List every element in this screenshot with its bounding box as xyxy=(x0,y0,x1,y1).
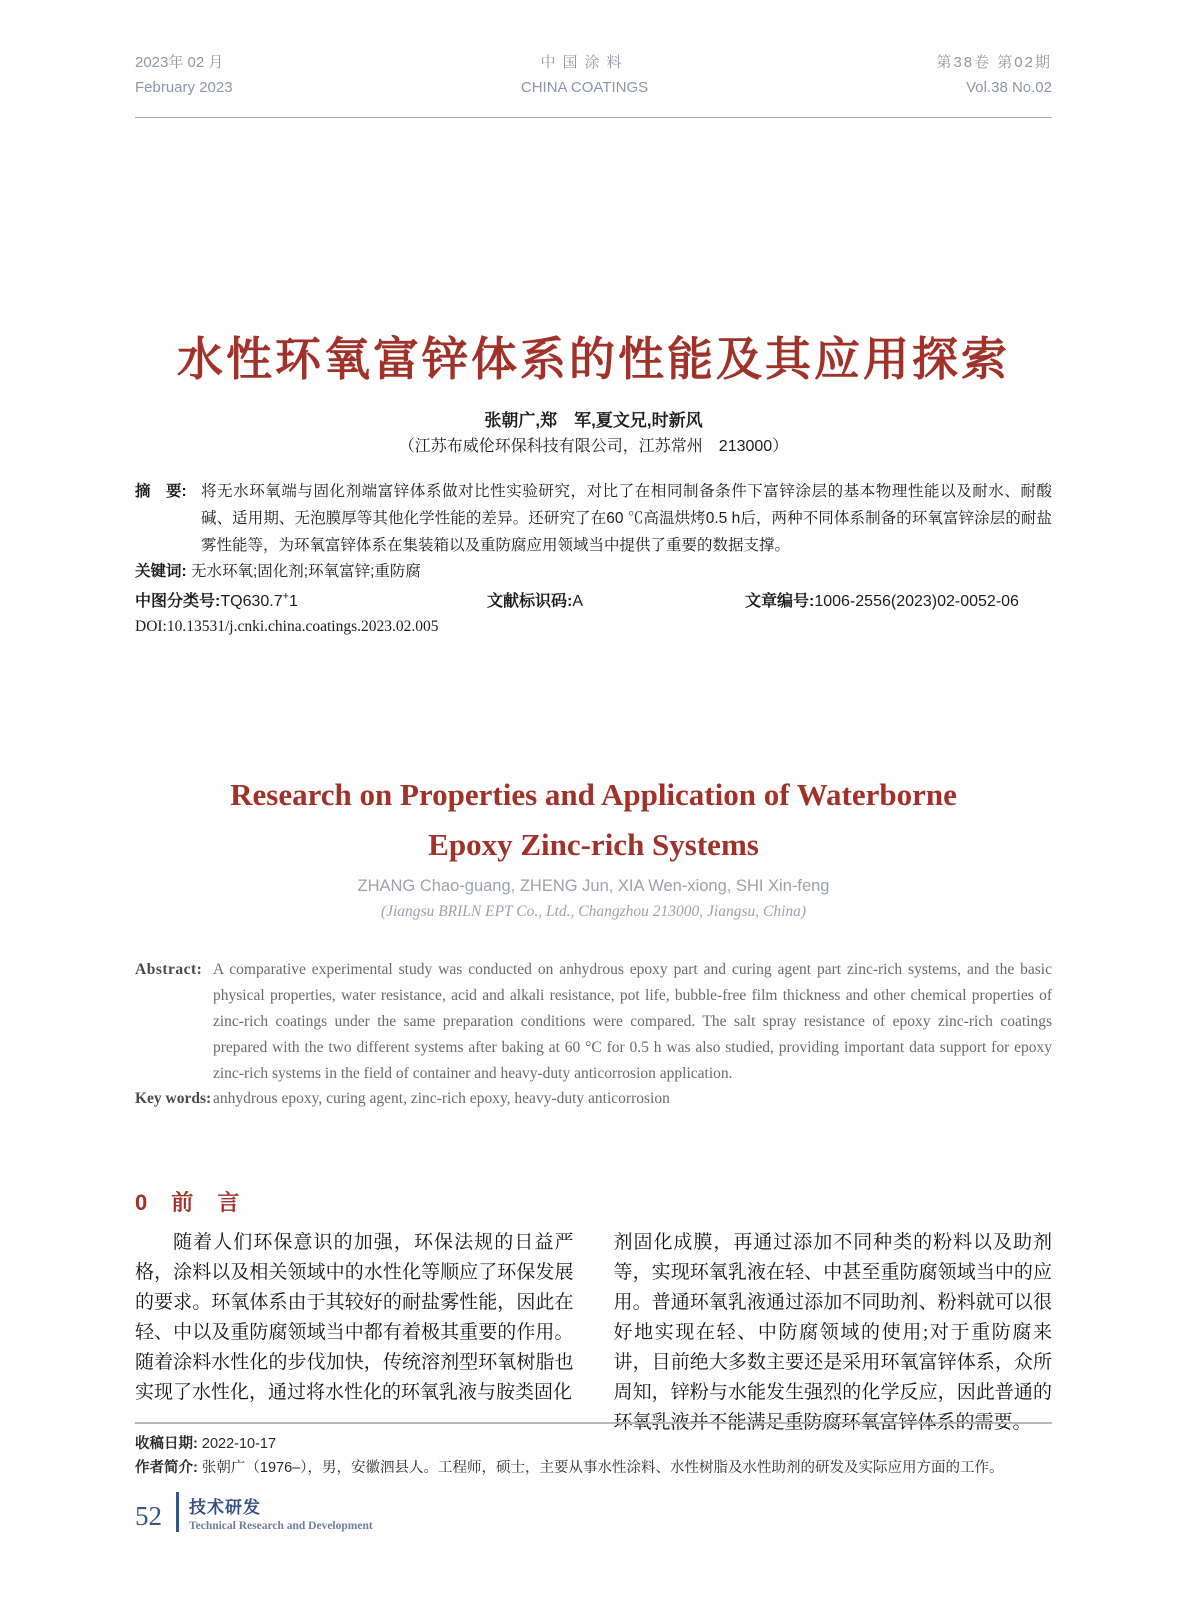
authors-cn: 张朝广,郑 军,夏文兄,时新风 xyxy=(484,411,703,430)
header-issue xyxy=(936,50,1052,100)
footer-section-en: Technical Research and Development xyxy=(189,1519,373,1532)
journal-header xyxy=(135,50,1052,100)
keywords-en-label: Key words: xyxy=(135,1090,212,1107)
title-en-line2: Epoxy Zinc-rich Systems xyxy=(428,827,759,862)
document-code-label: 文献标识码: xyxy=(487,593,573,610)
abstract-en-text: A comparative experimental study was conducted on anhydrous epoxy part and curing agent part zinc-rich systems, and the basic physical properties, water resistance, acid and alkali resistance, pot life, bubble-free film thickness and other chemical properties of zinc-rich coatings under the same preparation conditions were compared. The salt spray resistance of epoxy zinc-rich coatings prepared with the two different systems after baking at 60 °C for 0.5 h was also studied, providing important data support for epoxy zinc-rich systems in the field of container and heavy-duty anticorrosion application. xyxy=(213,961,1052,1082)
abstract-cn-label: 摘 要: xyxy=(135,483,187,500)
document-code xyxy=(487,588,583,611)
author-bio-line xyxy=(135,1456,1052,1477)
header-date xyxy=(135,50,233,100)
keywords-cn-block xyxy=(135,559,1052,581)
clc-code-sup: + xyxy=(282,590,290,603)
keywords-cn-label: 关键词: xyxy=(135,563,187,580)
abstract-cn-block xyxy=(135,478,1052,559)
received-date-line xyxy=(135,1432,1052,1453)
page-footer xyxy=(135,1492,373,1532)
header-divider xyxy=(135,117,1052,118)
clc-number xyxy=(135,588,298,611)
doi: DOI:10.13531/j.cnki.china.coatings.2023.02.005 xyxy=(135,618,439,635)
classification-row xyxy=(135,588,1052,610)
body-column-left: 随着人们环保意识的加强，环保法规的日益严格，涂料以及相关领域中的水性化等顺应了环保发展的要求。环氧体系由于其较好的耐盐雾性能，因此在轻、中以及重防腐领域当中都有着极其重要的作用。随着涂料水性化的步伐加快，传统溶剂型环氧树脂也实现了水性化，通过将水性化的环氧乳液与胺类固化 xyxy=(135,1232,574,1403)
header-date-cn: 2023年 02 月 xyxy=(135,54,224,71)
clc-label: 中图分类号: xyxy=(135,593,221,610)
document-code-value: A xyxy=(572,593,584,610)
article-title-cn: 水性环氧富锌体系的性能及其应用探索 xyxy=(177,333,1010,385)
title-en-line1: Research on Properties and Application of Waterborne xyxy=(230,777,957,812)
article-title-en xyxy=(135,770,1052,870)
header-issue-en: Vol.38 No.02 xyxy=(966,79,1052,96)
received-date-value: 2022-10-17 xyxy=(201,1436,277,1452)
author-bio-text: 张朝广（1976–），男，安徽泗县人。工程师，硕士，主要从事水性涂料、水性树脂及水性助剂的研发及实际应用方面的工作。 xyxy=(201,1460,1004,1476)
authors-en: ZHANG Chao-guang, ZHENG Jun, XIA Wen-xiong, SHI Xin-feng xyxy=(357,877,830,895)
clc-code-base: TQ630.7 xyxy=(220,593,283,610)
keywords-en-text: anhydrous epoxy, curing agent, zinc-rich epoxy, heavy-duty anticorrosion xyxy=(213,1090,670,1107)
journal-name-cn: 中国涂料 xyxy=(540,54,629,71)
header-issue-cn: 第38卷 第02期 xyxy=(936,54,1052,71)
abstract-cn-text: 将无水环氧端与固化剂端富锌体系做对比性实验研究，对比了在相同制备条件下富锌涂层的基本物理性能以及耐水、耐酸碱、适用期、无泡膜厚等其他化学性能的差异。还研究了在60 ℃高温烘烤0.5 h后，两种不同体系制备的环氧富锌涂层的耐盐雾性能等，为环氧富锌体系在集装箱以及重防腐应用领域当中提供了重要的数据支撑。 xyxy=(201,483,1052,554)
article-id-value: 1006-2556(2023)02-0052-06 xyxy=(814,593,1019,610)
header-journal-name xyxy=(521,50,648,100)
abstract-en-block xyxy=(135,957,1052,1087)
article-id-label: 文章编号: xyxy=(745,593,815,610)
footnote-divider xyxy=(135,1422,1052,1424)
abstract-en-label: Abstract: xyxy=(135,961,203,978)
body-column-right: 剂固化成膜，再通过添加不同种类的粉料以及助剂等，实现环氧乳液在轻、中甚至重防腐领域当中的应用。普通环氧乳液通过添加不同助剂、粉料就可以很好地实现在轻、中防腐领域的使用;对于重防腐来讲，目前绝大多数主要还是采用环氧富锌体系，众所周知，锌粉与水能发生强烈的化学反应，因此普通的环氧乳液并不能满足重防腐环氧富锌体系的需要。 xyxy=(613,1232,1052,1433)
author-bio-label: 作者简介: xyxy=(135,1460,198,1476)
article-id xyxy=(745,588,1019,611)
body-columns xyxy=(135,1228,1052,1438)
keywords-cn-text: 无水环氧;固化剂;环氧富锌;重防腐 xyxy=(190,563,421,580)
page-number: 52 xyxy=(135,1500,162,1531)
section-heading-foreword: 0 前 言 xyxy=(135,1190,241,1215)
footer-section-cn: 技术研发 xyxy=(189,1497,261,1517)
footer-divider-bar xyxy=(176,1492,179,1532)
keywords-en-block xyxy=(135,1090,1052,1108)
received-date-label: 收稿日期: xyxy=(135,1436,198,1452)
affiliation-en: (Jiangsu BRILN EPT Co., Ltd., Changzhou 213000, Jiangsu, China) xyxy=(380,903,807,920)
clc-code-tail: 1 xyxy=(289,593,298,610)
affiliation-cn: （江苏布威伦环保科技有限公司，江苏常州 213000） xyxy=(398,438,789,455)
header-date-en: February 2023 xyxy=(135,79,233,96)
footer-section xyxy=(189,1493,373,1532)
journal-name-en: CHINA COATINGS xyxy=(520,79,649,96)
